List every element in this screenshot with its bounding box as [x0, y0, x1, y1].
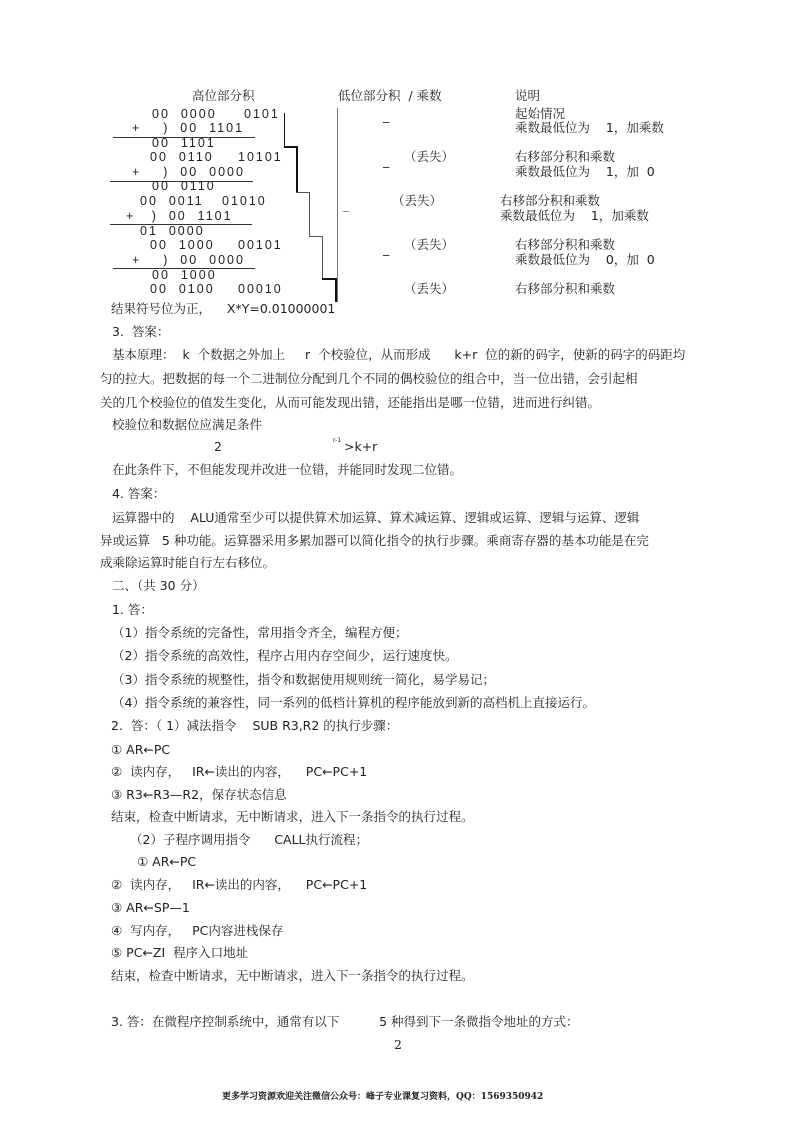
high-row: 00 1000: [152, 268, 217, 282]
section-heading: 3. 答：在微程序控制系统中，通常有以下 5 种得到下一条微指令地址的方式：: [111, 1014, 579, 1029]
step: ③ R3←R3—R2，保存状态信息: [111, 787, 287, 802]
list-item: （2）指令系统的高效性，程序占用内存空间少，运行速度快。: [112, 648, 458, 663]
mark: _: [383, 153, 390, 168]
high-row: + ) 00 0000: [132, 253, 245, 267]
mark: _: [383, 108, 390, 123]
high-row: 00 0000: [152, 107, 217, 121]
high-row: 00 0100: [150, 282, 215, 296]
page-number: 2: [394, 1037, 402, 1052]
section-heading: 2. 答：（ 1）减法指令 SUB R3,R2 的执行步骤：: [111, 718, 399, 733]
step: ④ 写内存， PC内容进栈保存: [111, 923, 284, 938]
header-notes: 说明: [515, 88, 541, 103]
high-row: 00 1000: [150, 238, 215, 252]
mark: _: [383, 241, 390, 256]
list-item: （1）指令系统的完备性，常用指令齐全，编程方便；: [112, 625, 408, 640]
high-row: 00 0110: [152, 179, 216, 193]
note: 右移部分积和乘数: [515, 281, 616, 296]
high-row: + ) 00 1101: [132, 121, 245, 135]
step: ① AR←PC: [111, 742, 171, 757]
low-row: 00101: [238, 238, 283, 252]
paragraph-line: 基本原理： k 个数据之外加上 r 个校验位，从而形成 k+r 位的新的码字，使新的码字的码距均: [112, 347, 686, 362]
list-item: （4）指令系统的兼容性，同一系列的低档计算机的程序能放到新的高档机上直接运行。: [112, 695, 595, 710]
high-row: 00 0110: [150, 150, 214, 164]
low-row: 00010: [238, 282, 283, 296]
list-item: （3）指令系统的规整性，指令和数据使用规则统一简化，易学易记；: [112, 672, 495, 687]
note: 乘数最低位为 1，加 0: [515, 164, 655, 179]
high-row: 00 0011: [140, 194, 204, 208]
formula-exponent: r-1: [333, 437, 342, 444]
note: 右移部分积和乘数: [515, 149, 616, 164]
header-high: 高位部分积: [192, 88, 255, 103]
step: ② 读内存， IR←读出的内容， PC←PC+1: [111, 877, 368, 892]
result-line: 结果符号位为正， X*Y=0.01000001: [111, 301, 336, 316]
section-heading: 1. 答：: [112, 602, 153, 617]
note: 右移部分积和乘数: [500, 193, 601, 208]
step: ① AR←PC: [137, 854, 197, 869]
high-row: 01 0000: [140, 224, 205, 238]
lost-label: （丢失）: [404, 281, 455, 296]
paragraph-line: 结束，检查中断请求，无中断请求，进入下一条指令的执行过程。: [111, 809, 474, 824]
step: ⑤ PC←ZI 程序入口地址: [111, 945, 249, 960]
paragraph-line: 运算器中的 ALU通常至少可以提供算术加运算、算术减运算、逻辑或运算、逻辑与运算、逻辑: [112, 510, 640, 525]
note: 起始情况: [515, 106, 566, 121]
section-heading: 4. 答案：: [112, 486, 166, 501]
paragraph-line: 成乘除运算时能自行左右移位。: [100, 555, 276, 570]
paragraph-line: 校验位和数据位应满足条件: [112, 417, 263, 432]
high-row: + ) 00 1101: [126, 209, 233, 223]
lost-label: （丢失）: [392, 193, 443, 208]
section-heading: 3. 答案：: [112, 324, 170, 339]
paragraph-line: 异或运算 5 种功能。运算器采用多累加器可以简化指令的执行步骤。乘商寄存器的基本功能是在完: [100, 533, 649, 548]
step: ② 读内存， IR←读出的内容， PC←PC+1: [111, 764, 368, 779]
high-row: + ) 00 0000: [132, 165, 245, 179]
paragraph-line: 关的几个校验位的值发生变化，从而可能发现出错，还能指出是哪一位错，进而进行纠错。: [100, 395, 601, 410]
paragraph-line: 匀的拉大。把数据的每一个二进制位分配到几个不同的偶校验位的组合中，当一位出错，会引起相: [100, 371, 638, 386]
note: 乘数最低位为 1，加乘数: [500, 208, 649, 223]
formula-base: 2: [214, 439, 222, 454]
paragraph-line: 结束，检查中断请求，无中断请求，进入下一条指令的执行过程。: [111, 968, 474, 983]
section-heading: （2）子程序调用指令 CALL执行流程；: [130, 832, 369, 847]
paragraph-line: 在此条件下，不但能发现并改进一位错，并能同时发现二位错。: [112, 462, 463, 477]
lost-label: （丢失）: [404, 237, 455, 252]
note: 乘数最低位为 1，加乘数: [515, 120, 664, 135]
note: 乘数最低位为 0，加 0: [515, 252, 655, 267]
high-row: 00 1101: [152, 136, 216, 150]
step: ③ AR←SP—1: [111, 900, 190, 915]
mark: _: [343, 197, 350, 212]
low-row: 10101: [238, 150, 283, 164]
low-row: 01010: [222, 194, 267, 208]
formula-rhs: >k+r: [344, 439, 378, 454]
header-low: 低位部分积 / 乘数: [338, 88, 442, 103]
footer: 更多学习资源欢迎关注微信公众号：峰子专业课复习资料，QQ：1569350942: [222, 1092, 544, 1102]
section-heading: 二、（共 30 分）: [112, 578, 205, 593]
lost-label: （丢失）: [404, 149, 455, 164]
note: 右移部分积和乘数: [515, 237, 616, 252]
low-row: 0101: [244, 107, 280, 121]
